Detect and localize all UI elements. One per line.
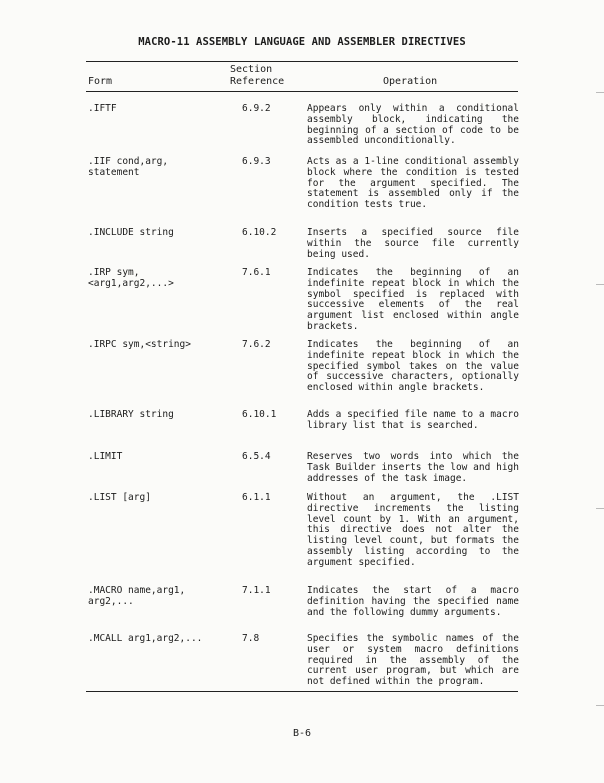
section-cell: 6.1.1 xyxy=(242,492,271,503)
column-header-operation: Operation xyxy=(383,76,438,87)
form-cell: .MACRO name,arg1, arg2,... xyxy=(88,585,186,607)
page-title: MACRO-11 ASSEMBLY LANGUAGE AND ASSEMBLER DIRECTIVES xyxy=(138,36,466,48)
section-cell: 7.6.1 xyxy=(242,267,271,278)
operation-cell: Acts as a 1-line conditional assembly block where the condition is tested for the argument specified. The statement is assembled only if the condition tests true. xyxy=(307,156,519,211)
header-bottom-rule xyxy=(86,91,518,92)
form-cell: .LIST [arg] xyxy=(88,492,151,503)
section-cell: 6.10.1 xyxy=(242,409,277,420)
header-top-rule xyxy=(86,61,518,62)
form-cell: .LIMIT xyxy=(88,451,123,462)
column-header-reference: Reference xyxy=(230,76,285,87)
section-cell: 6.5.4 xyxy=(242,451,271,462)
margin-mark xyxy=(596,508,604,509)
operation-cell: Indicates the beginning of an indefinite repeat block in which the symbol specified is replaced with successive elements of the real argument list enclosed within angle brackets. xyxy=(307,267,519,332)
operation-cell: Reserves two words into which the Task Builder inserts the low and high addresses of the task image. xyxy=(307,451,519,484)
section-cell: 6.9.3 xyxy=(242,156,271,167)
margin-mark xyxy=(596,284,604,285)
operation-cell: Specifies the symbolic names of the user or system macro definitions required in the assembly of the current user program, but which are not defined within the program. xyxy=(307,633,519,688)
operation-cell: Without an argument, the .LIST directive increments the listing level count by 1. With an argument, this directive does not alter the listing level count, but formats the assembly listing according to the argument specified. xyxy=(307,492,519,568)
form-cell: .INCLUDE string xyxy=(88,227,174,238)
operation-cell: Indicates the start of a macro definition having the specified name and the following dummy arguments. xyxy=(307,585,519,618)
page-number: B-6 xyxy=(292,728,312,739)
form-cell: .MCALL arg1,arg2,... xyxy=(88,633,203,644)
operation-cell: Inserts a specified source file within the source file currently being used. xyxy=(307,227,519,260)
margin-mark xyxy=(596,92,604,93)
column-header-form: Form xyxy=(88,76,113,87)
form-cell: .IIF cond,arg, statement xyxy=(88,156,169,178)
operation-cell: Indicates the beginning of an indefinite repeat block in which the specified symbol takes on the value of successive characters, optionally enclosed within angle brackets. xyxy=(307,339,519,394)
form-cell: .IFTF xyxy=(88,103,117,114)
form-cell: .IRPC sym,<string> xyxy=(88,339,191,350)
section-cell: 7.6.2 xyxy=(242,339,271,350)
section-cell: 6.9.2 xyxy=(242,103,271,114)
operation-cell: Adds a specified file name to a macro library list that is searched. xyxy=(307,409,519,431)
section-cell: 7.1.1 xyxy=(242,585,271,596)
section-cell: 7.8 xyxy=(242,633,260,644)
column-header-section: Section xyxy=(230,64,273,75)
form-cell: .IRP sym, <arg1,arg2,...> xyxy=(88,267,174,289)
section-cell: 6.10.2 xyxy=(242,227,277,238)
form-cell: .LIBRARY string xyxy=(88,409,174,420)
table-bottom-rule xyxy=(86,691,518,692)
margin-mark xyxy=(596,705,604,706)
operation-cell: Appears only within a conditional assembly block, indicating the beginning of a section of code to be assembled unconditionally. xyxy=(307,103,519,147)
